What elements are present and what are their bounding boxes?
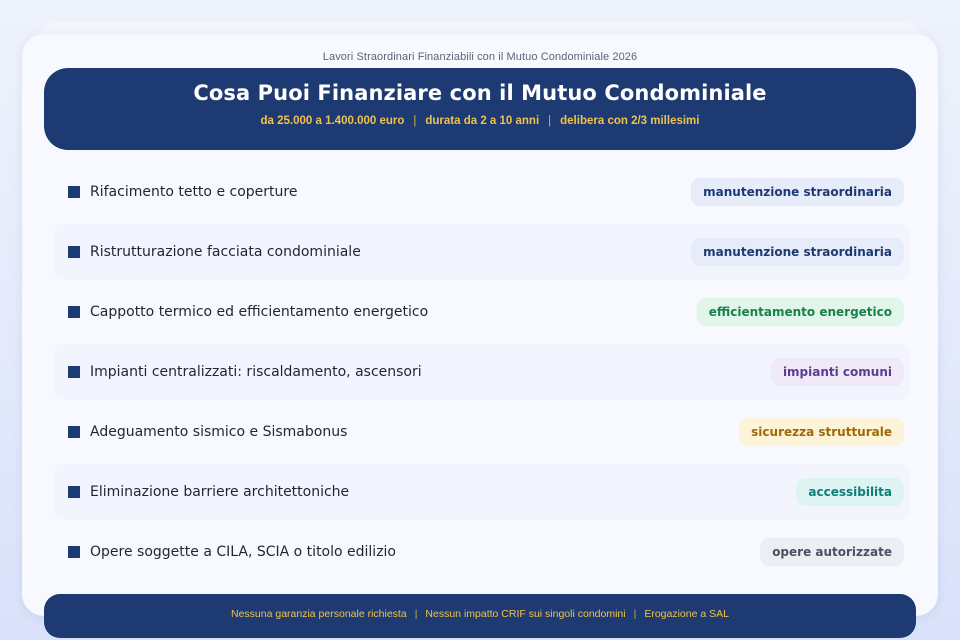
- footer-note-crif: Nessun impatto CRIF sui singoli condomini: [425, 608, 626, 620]
- item-label: Adeguamento sismico e Sismabonus: [90, 424, 348, 440]
- category-badge: impianti comuni: [771, 358, 904, 386]
- item-label: Cappotto termico ed efficientamento energetico: [90, 304, 429, 320]
- square-bullet-icon: [68, 246, 80, 258]
- page-kicker: Lavori Straordinari Finanziabili con il Mutuo Condominiale 2026: [322, 51, 638, 63]
- list-item: [54, 164, 910, 220]
- hero-title: Cosa Puoi Finanziare con il Mutuo Condominiale: [193, 81, 767, 105]
- fact-amount: da 25.000 a 1.400.000 euro: [260, 115, 405, 127]
- fact-deliberation: delibera con 2/3 millesimi: [560, 115, 700, 127]
- footer-separator: |: [633, 608, 637, 620]
- category-badge: opere autorizzate: [760, 538, 904, 566]
- item-label: Ristrutturazione facciata condominiale: [90, 244, 361, 260]
- fact-duration: durata da 2 a 10 anni: [425, 115, 540, 127]
- category-badge: manutenzione straordinaria: [691, 178, 904, 206]
- fact-separator: |: [413, 115, 417, 127]
- footer-note-sal: Erogazione a SAL: [644, 608, 729, 620]
- list-item: [54, 464, 910, 520]
- category-badge: accessibilita: [796, 478, 904, 506]
- category-badge: manutenzione straordinaria: [691, 238, 904, 266]
- footer-note-guarantee: Nessuna garanzia personale richiesta: [231, 608, 407, 620]
- footer-separator: |: [414, 608, 418, 620]
- item-label: Eliminazione barriere architettoniche: [90, 484, 350, 500]
- square-bullet-icon: [68, 546, 80, 558]
- square-bullet-icon: [68, 366, 80, 378]
- square-bullet-icon: [68, 426, 80, 438]
- list-item: [54, 344, 910, 400]
- fact-separator: |: [548, 115, 552, 127]
- category-badge: efficientamento energetico: [697, 298, 904, 326]
- list-item: [54, 284, 910, 340]
- list-item: [54, 404, 910, 460]
- item-label: Rifacimento tetto e coperture: [90, 184, 298, 200]
- square-bullet-icon: [68, 306, 80, 318]
- list-item: [54, 524, 910, 580]
- hero-banner: [44, 68, 916, 150]
- square-bullet-icon: [68, 186, 80, 198]
- item-label: Opere soggette a CILA, SCIA o titolo edilizio: [90, 544, 396, 560]
- list-item: [54, 224, 910, 280]
- category-badge: sicurezza strutturale: [739, 418, 904, 446]
- item-label: Impianti centralizzati: riscaldamento, ascensori: [90, 364, 422, 380]
- square-bullet-icon: [68, 486, 80, 498]
- hero-facts: [44, 115, 916, 127]
- footer-banner: [44, 594, 916, 638]
- works-list: [54, 164, 910, 584]
